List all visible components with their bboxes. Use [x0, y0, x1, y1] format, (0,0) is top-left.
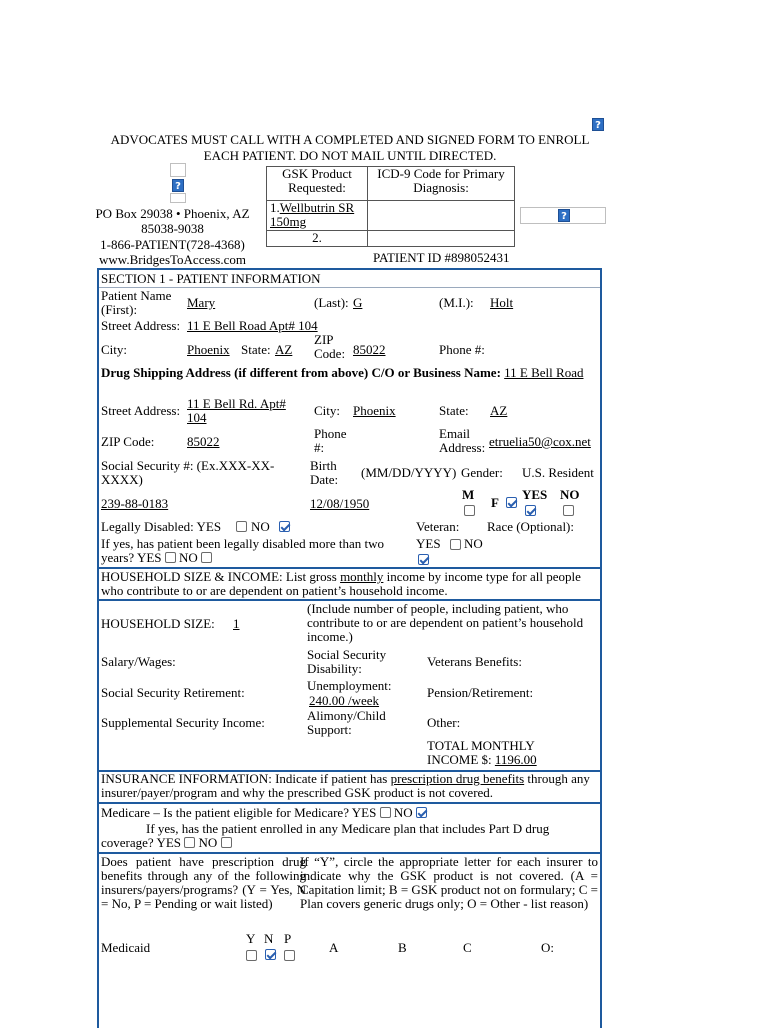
product-header: GSK Product Requested:	[267, 167, 368, 201]
medicare-no-checkbox[interactable]	[416, 807, 427, 818]
last-name-label: (Last):	[314, 295, 349, 310]
ssn-label: Social Security #: (Ex.XXX-XX-XXXX)	[101, 458, 275, 487]
phone-line: 1-866-PATIENT(728-4368)	[100, 237, 245, 252]
gender-label: Gender:	[461, 465, 503, 480]
help-icon[interactable]: ?	[592, 118, 604, 131]
medicaid-n-checkbox[interactable]	[265, 949, 276, 960]
city-label: City:	[101, 342, 128, 357]
birth-label: Birth Date:	[310, 458, 339, 487]
medicare-label: Medicare – Is the patient eligible for Medicare? YES	[101, 805, 377, 820]
empty-field[interactable]	[170, 163, 186, 177]
unemployment-label: Unemployment:	[307, 678, 392, 693]
phone-label: Phone #:	[439, 342, 485, 357]
insurance-title-benefits: prescription drug benefits	[390, 771, 525, 786]
benefits-question: Does patient have prescription drug benefits through any of the following insurers/payers/programs? (Y = Yes, N = No, P = Pending or wait listed)	[101, 854, 306, 911]
insurance-title	[101, 772, 596, 800]
ship-state-label: State:	[439, 403, 469, 418]
website-link[interactable]: www.BridgesToAccess.com	[99, 252, 246, 267]
medicare-no-label: NO	[393, 805, 413, 820]
household-title	[101, 570, 596, 598]
partd-no-checkbox[interactable]	[221, 837, 232, 848]
col-y-header: Y	[246, 931, 256, 946]
alimony-label: Alimony/Child Support:	[307, 708, 386, 737]
household-size-note: (Include number of people, including patient, who contribute to or are dependent on patient’s household income.)	[307, 601, 584, 644]
veteran-yes-checkbox[interactable]	[450, 539, 461, 550]
last-name-value[interactable]: G	[353, 295, 363, 310]
disabled-2yrs-no-label: NO	[179, 550, 198, 565]
resident-yes-checkbox[interactable]	[525, 505, 536, 516]
divider	[99, 802, 600, 804]
unemployment-value[interactable]: 240.00 /week	[309, 693, 380, 708]
veteran-label: Veteran:	[416, 519, 460, 534]
product-row-2[interactable]	[267, 231, 368, 247]
medicaid-label: Medicaid	[101, 940, 151, 955]
ship-phone-label: Phone #:	[314, 426, 347, 455]
icd9-header: ICD-9 Code for Primary Diagnosis:	[368, 167, 515, 201]
resident-yes-label: YES	[522, 487, 548, 502]
ship-zip-value[interactable]: 85022	[187, 434, 220, 449]
ship-state-value[interactable]: AZ	[490, 403, 508, 418]
state-value[interactable]: AZ	[275, 342, 293, 357]
disabled-yes-checkbox[interactable]	[236, 521, 247, 532]
birth-format: (MM/DD/YYYY)	[361, 465, 457, 480]
veteran-no-checkbox[interactable]	[418, 554, 429, 565]
drug-shipping-value[interactable]: 11 E Bell Road	[504, 365, 584, 380]
zip-value[interactable]: 85022	[353, 342, 386, 357]
gender-m-label: M	[462, 487, 475, 502]
email-value[interactable]: etruelia50@cox.net	[489, 434, 591, 449]
insurance-title-text: INSURANCE INFORMATION: Indicate if patient has	[101, 771, 391, 786]
ss-retirement-label: Social Security Retirement:	[101, 685, 245, 700]
street-value[interactable]: 11 E Bell Road Apt# 104	[187, 318, 318, 333]
first-name-value[interactable]: Mary	[187, 295, 216, 310]
resident-label: U.S. Resident	[522, 465, 594, 480]
reason-a[interactable]: A	[329, 940, 339, 955]
drug-shipping-label: Drug Shipping Address (if different from above) C/O or Business Name:	[101, 365, 501, 380]
veteran-yes-label: YES	[416, 536, 441, 551]
icd9-row-1[interactable]	[368, 201, 515, 231]
household-size-label: HOUSEHOLD SIZE:	[101, 616, 215, 631]
email-label: Email Address:	[439, 426, 486, 455]
gender-m-checkbox[interactable]	[464, 505, 475, 516]
disabled-2yrs-no-checkbox[interactable]	[201, 552, 212, 563]
help-icon[interactable]: ?	[558, 209, 570, 222]
household-title-text: income by income type for all people who contribute to or are dependent on patient’s household income.	[101, 569, 581, 598]
medicare-question	[101, 806, 427, 820]
product-row-1[interactable]	[267, 201, 368, 231]
address-line1: PO Box 29038 • Phoenix, AZ	[95, 206, 250, 221]
veterans-benefits-label: Veterans Benefits:	[427, 654, 522, 669]
reason-o[interactable]: O:	[541, 940, 554, 955]
mi-value[interactable]: Holt	[490, 295, 514, 310]
empty-field[interactable]	[170, 193, 186, 203]
total-income-value[interactable]: 1196.00	[494, 752, 537, 767]
disabled-no-checkbox[interactable]	[279, 521, 290, 532]
disabled-2yrs-label: If yes, has patient been legally disabled more than two years? YES	[101, 536, 385, 565]
household-title-text: HOUSEHOLD SIZE & INCOME: List gross	[101, 569, 341, 584]
ssd-label: Social Security Disability:	[307, 647, 387, 676]
gender-f-label: F	[491, 495, 499, 510]
disabled-2yrs-question	[101, 537, 411, 565]
mi-label: (M.I.):	[439, 295, 474, 310]
ssn-value[interactable]: 239-88-0183	[101, 496, 169, 511]
ship-city-label: City:	[314, 403, 341, 418]
disabled-2yrs-yes-checkbox[interactable]	[165, 552, 176, 563]
icd9-row-2[interactable]	[368, 231, 515, 247]
medicaid-p-checkbox[interactable]	[284, 950, 295, 961]
row-number: 2.	[312, 230, 322, 245]
medicare-yes-checkbox[interactable]	[380, 807, 391, 818]
patient-id: PATIENT ID #898052431	[373, 250, 510, 265]
race-label: Race (Optional):	[487, 519, 574, 534]
enroll-warning-line1: ADVOCATES MUST CALL WITH A COMPLETED AND SIGNED FORM TO ENROLL	[110, 132, 590, 147]
street-label: Street Address:	[101, 318, 181, 333]
partd-yes-checkbox[interactable]	[184, 837, 195, 848]
disabled-no-label: NO	[251, 519, 270, 534]
first-name-label: Patient Name (First):	[101, 288, 172, 317]
enroll-warning-line2: EACH PATIENT. DO NOT MAIL UNTIL DIRECTED.	[203, 148, 497, 163]
ship-city-value[interactable]: Phoenix	[353, 403, 396, 418]
help-icon[interactable]: ?	[172, 179, 184, 192]
resident-no-label: NO	[560, 487, 580, 502]
ship-street-label: Street Address:	[101, 403, 181, 418]
product-value: Wellbutrin SR 150mg	[270, 200, 355, 229]
medicaid-y-checkbox[interactable]	[246, 950, 257, 961]
zip-label: ZIP Code:	[314, 332, 346, 361]
ship-street-value[interactable]: 11 E Bell Rd. Apt# 104	[187, 396, 286, 425]
partd-question	[101, 822, 591, 850]
col-p-header: P	[284, 931, 292, 946]
partd-label: If yes, has the patient enrolled in any Medicare plan that includes Part D drug coverage? YES	[101, 821, 550, 850]
household-size-value[interactable]: 1	[233, 616, 240, 631]
drug-shipping-row	[101, 366, 596, 380]
pension-label: Pension/Retirement:	[427, 685, 534, 700]
divider	[99, 287, 600, 288]
col-n-header: N	[264, 931, 274, 946]
reasons-instructions: If “Y”, circle the appropriate letter for each insurer to indicate why the GSK product is not covered. (A = Capitation limit; B = GSK product not on formulary; C = Plan covers generic drugs only; O = Other - list reason)	[300, 854, 598, 911]
insurance-title-text: through any insurer/payer/program and why the prescribed GSK product is not covered.	[101, 771, 590, 800]
row-number: 1.	[270, 200, 280, 215]
salary-label: Salary/Wages:	[101, 654, 176, 669]
city-value[interactable]: Phoenix	[187, 342, 230, 357]
ssi-label: Supplemental Security Income:	[101, 715, 265, 730]
product-table	[266, 166, 515, 247]
veteran-no-label: NO	[464, 536, 483, 551]
reason-b[interactable]: B	[398, 940, 407, 955]
reason-c[interactable]: C	[463, 940, 472, 955]
total-income-label: TOTAL MONTHLY INCOME $:	[427, 738, 535, 767]
partd-no-label: NO	[198, 835, 218, 850]
resident-no-checkbox[interactable]	[563, 505, 574, 516]
ship-zip-label: ZIP Code:	[101, 434, 155, 449]
state-label: State:	[241, 342, 271, 357]
address-line2: 85038-9038	[141, 221, 204, 236]
total-income	[427, 739, 577, 767]
household-title-monthly: monthly	[340, 569, 384, 584]
section1-title: SECTION 1 - PATIENT INFORMATION	[101, 271, 321, 286]
gender-f-checkbox[interactable]	[506, 497, 517, 508]
disabled-label: Legally Disabled: YES	[101, 519, 222, 534]
other-income-label: Other:	[427, 715, 461, 730]
birth-value[interactable]: 12/08/1950	[310, 496, 370, 511]
